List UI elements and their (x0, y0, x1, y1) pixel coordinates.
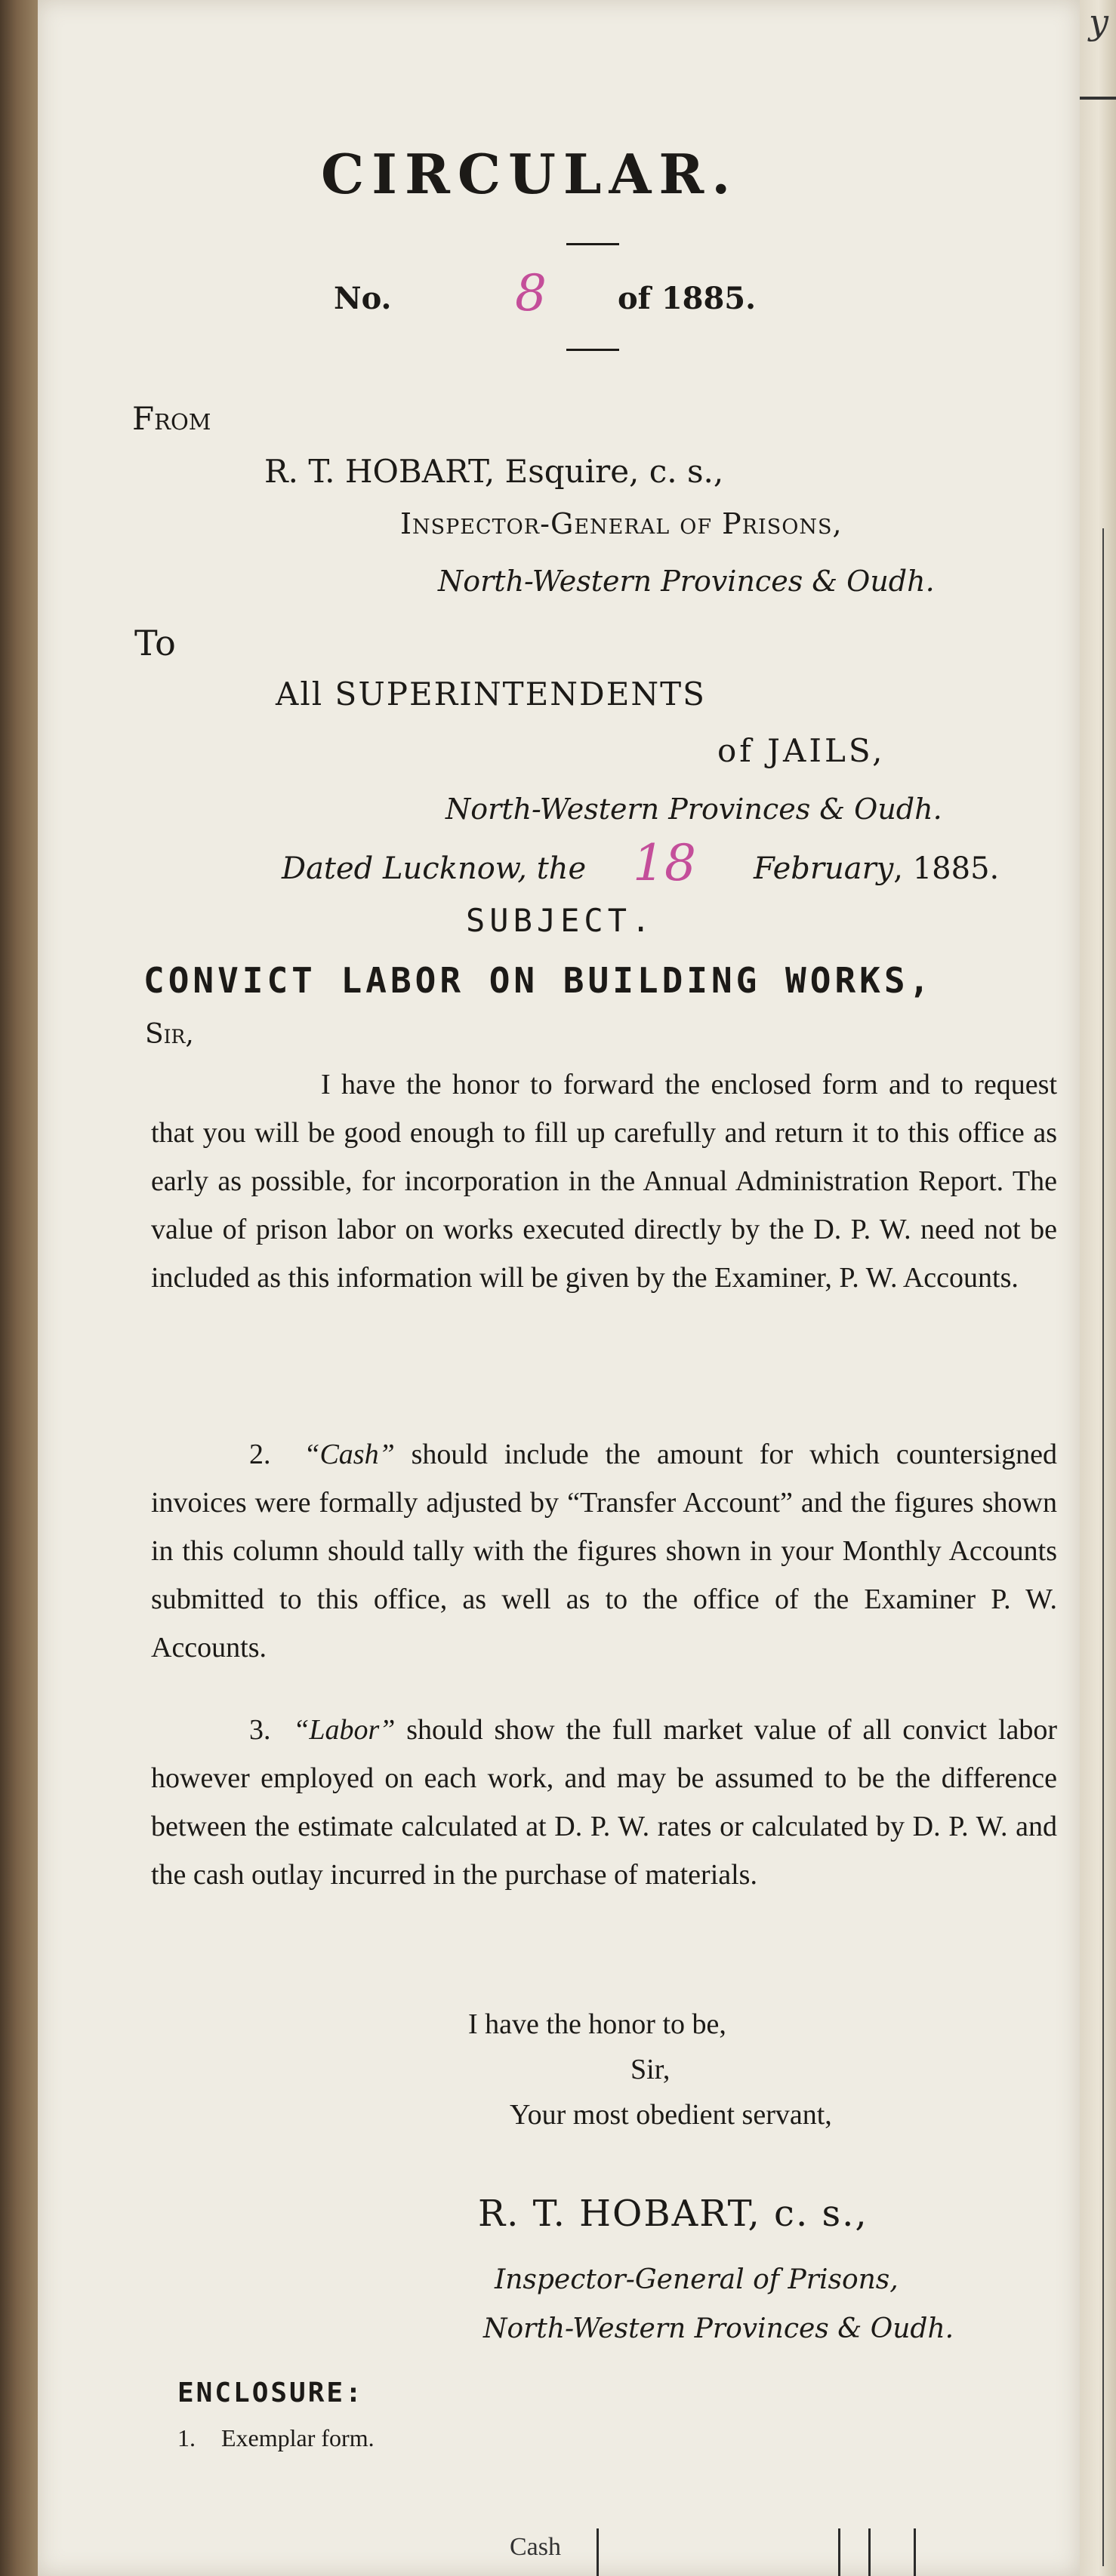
paragraph-2 (151, 1430, 1057, 1672)
paragraph-2-term: “Cash” (304, 1439, 395, 1470)
closing-line-1: I have the honor to be, (468, 2008, 726, 2040)
dated-month: February (754, 851, 894, 886)
closing-line-3: Your most obedient servant, (510, 2099, 832, 2131)
salutation: Sir, (145, 1019, 194, 1050)
adjacent-page-line (1102, 528, 1104, 2566)
recipient-line-2: of JAILS, (717, 732, 886, 769)
circular-title: CIRCULAR. (321, 142, 738, 206)
signature-province: North-Western Provinces & Oudh. (483, 2313, 954, 2344)
paragraph-1: I have the honor to forward the enclosed form and to request that you will be good enough to fill up carefully and return it to this office as early as possible, for incorporation in the Annual Administration Report. The value of prison labor on works executed directly by the D. P. W. need not be included as this information will be given by the Examiner, P. W. Accounts. (151, 1069, 1057, 1294)
from-label: From (132, 400, 211, 437)
to-label: To (134, 623, 176, 663)
paragraph-2-number: 2. (249, 1439, 271, 1470)
dated-month-year (754, 851, 999, 886)
adjacent-page-text: y (1089, 2, 1108, 42)
circular-page (38, 0, 1080, 2576)
form-column-line (838, 2528, 840, 2576)
underlying-form-fragment (370, 2528, 1116, 2576)
dated-prefix: Dated Lucknow, the (282, 851, 587, 886)
paragraph-3-text: should show the full market value of all convict labor however employed on each work, and may be assumed to be the difference between the estimate calculated at D. P. W. rates or calculated by D. P. W. and the cash outlay incurred in the purchase of materials. (151, 1714, 1058, 1891)
sender-province: North-Western Provinces & Oudh. (438, 565, 935, 598)
adjacent-page-rule (1080, 97, 1116, 100)
enclosure-label: ENCLOSURE: (177, 2377, 364, 2408)
form-column-line (914, 2528, 916, 2576)
paragraph-3-term: “Labor” (293, 1714, 396, 1746)
enclosure-item-text: Exemplar form. (221, 2424, 375, 2451)
sender-name: R. T. HOBART, Esquire, c. s., (264, 453, 724, 490)
title-divider (566, 243, 619, 245)
recipient-province: North-Western Provinces & Oudh. (445, 792, 942, 826)
paragraph-3 (151, 1706, 1057, 1899)
signature-title: Inspector-General of Prisons, (495, 2264, 899, 2295)
recipient-line-1: All SUPERINTENDENTS (276, 676, 706, 712)
dated-day: 18 (633, 834, 696, 892)
subject-text: CONVICT LABOR ON BUILDING WORKS, (143, 960, 934, 1001)
circular-number-value: 8 (515, 264, 547, 322)
paragraph-3-number: 3. (249, 1714, 271, 1746)
enclosure-item (177, 2424, 375, 2452)
sender-title: Inspector-General of Prisons, (400, 507, 843, 540)
form-column-line (868, 2528, 871, 2576)
book-binding (0, 0, 42, 2576)
enclosure-item-number: 1. (177, 2424, 196, 2451)
form-cash-label: Cash (510, 2533, 561, 2561)
dated-year: , 1885. (893, 851, 1000, 886)
form-column-line (597, 2528, 599, 2576)
signature-name: R. T. HOBART, c. s., (478, 2193, 868, 2235)
closing-line-2: Sir, (630, 2054, 671, 2085)
subject-label: SUBJECT. (466, 902, 655, 939)
circular-number-label: No. (334, 281, 392, 316)
number-divider (566, 349, 619, 351)
circular-number-year: of 1885. (618, 281, 757, 316)
paragraph-2-text: should include the amount for which countersigned invoices were formally adjusted by “Transfer Account” and the figures shown in this column should tally with the figures shown in your Monthly Accounts submitted to this office, as well as to the office of the Examiner P. W. Accounts. (151, 1439, 1057, 1663)
